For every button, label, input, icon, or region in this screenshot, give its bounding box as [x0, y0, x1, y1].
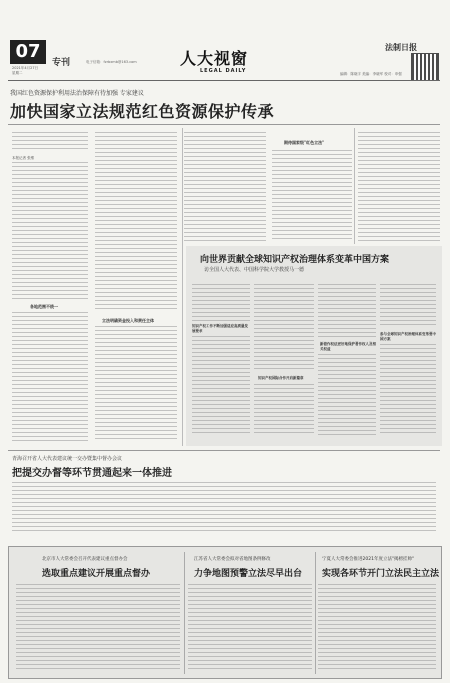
bottom-headline: 实现各环节开门立法民主立法: [322, 569, 440, 579]
feature-col-1-text: [192, 284, 250, 324]
bottom-kicker: 宁夏人大常委会推进2021年度立法"揭榜挂帅": [322, 557, 415, 562]
feature-col-2-text: [254, 284, 314, 372]
bottom-text: [188, 584, 312, 672]
section-label: 专刊: [52, 58, 71, 68]
bottom-text: [318, 584, 436, 672]
lead-col-5-text: [358, 132, 440, 242]
feature-col-3-text: [318, 354, 376, 436]
lead-byline: 本报记者 张维: [12, 156, 35, 160]
qinghai-kicker: 青海召开省人大代表建议统一交办暨集中督办会议: [12, 456, 123, 462]
weekday: 星期二: [12, 71, 23, 75]
bottom-headline: 力争地图预警立法尽早出台: [194, 569, 303, 579]
lead-headline: 加快国家立法规范红色资源保护传承: [10, 102, 275, 121]
feature-section-head: 知识产权国际合作开启新篇章: [258, 376, 304, 380]
bottom-kicker: 北京市人大常委会召开代表建议重点督办会: [42, 557, 128, 562]
lead-col-2-text: [95, 132, 177, 312]
lead-section-head: 各地范围不统一: [30, 304, 58, 309]
feature-section-head: 知识产权工作不断加强适应高质量发展要求: [192, 324, 248, 333]
editor-line: 电子信箱：fzrbxmb@163.com: [86, 60, 137, 64]
feature-subhead: 访全国人大代表、中国科学院大学教授马一德: [204, 267, 305, 273]
lead-kicker: 我国红色资源保护利用法治保障有待加强 专家建议: [10, 90, 144, 97]
feature-headline: 向世界贡献全球知识产权治理体系变革中国方案: [200, 255, 390, 265]
feature-section-head: 参与全球知识产权治理体系变革要中国方案: [380, 332, 436, 341]
date-line: 2021年4月27日: [12, 66, 39, 70]
qinghai-headline: 把提交办督等环节贯通起来一体推进: [12, 468, 172, 479]
qinghai-text: [12, 482, 436, 532]
lead-section-head: 期待国家级"红色立法": [284, 140, 325, 145]
masthead: [0, 0, 450, 84]
feature-section-head: 新着作权法更好地保护著作权人及相关权益: [320, 342, 376, 351]
newspaper-logo: 法制日报: [385, 42, 417, 52]
feature-col-4-text: [380, 284, 436, 328]
qr-code-icon: [412, 54, 438, 80]
feature-col-4-text: [380, 344, 436, 436]
lead-col-1-text: [12, 132, 88, 150]
bottom-text: [16, 584, 180, 672]
feature-col-1-text: [192, 336, 250, 436]
lead-col-1-text: [12, 162, 88, 302]
lead-section-head: 立法明确资金投入和责任主体: [102, 318, 154, 323]
page-number: 07: [10, 40, 46, 64]
lead-col-1-text: [12, 312, 88, 442]
feature-col-3-text: [318, 284, 376, 338]
english-title: LEGAL DAILY: [200, 68, 247, 74]
bottom-headline: 选取重点建议开展重点督办: [42, 569, 151, 579]
lead-col-2-text: [95, 326, 177, 442]
staff-line: 编辑：陈晓宇 美编：李晓军 校对：申强: [340, 72, 402, 76]
column-title: 人大视窗: [180, 49, 249, 68]
lead-col-3-text: [184, 132, 266, 242]
lead-col-4-text: [272, 150, 352, 242]
feature-col-2-text: [254, 384, 314, 436]
bottom-kicker: 江苏省人大常委会拟对省地图条例修改: [194, 557, 271, 562]
